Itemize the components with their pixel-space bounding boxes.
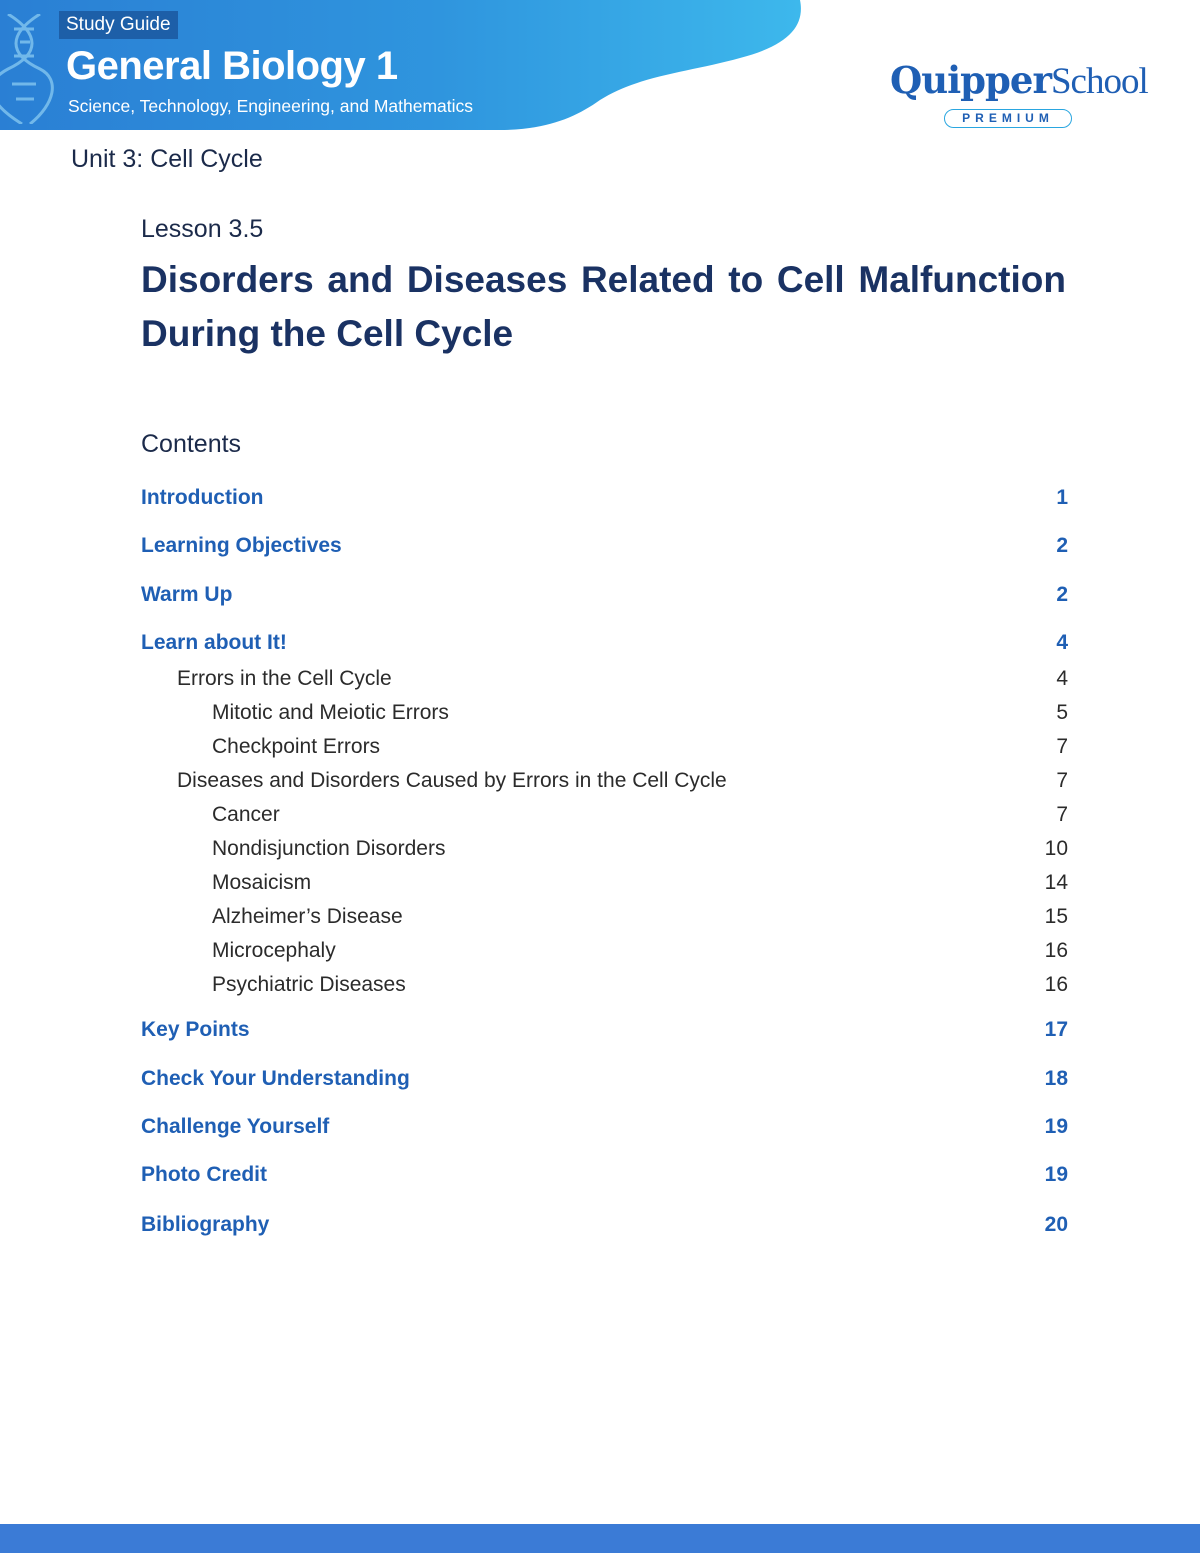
toc-entry-label: Alzheimer’s Disease: [212, 905, 403, 928]
course-title: General Biology 1: [66, 44, 398, 88]
toc-entry[interactable]: [141, 1115, 1068, 1139]
toc-entry-page: 4: [1056, 631, 1068, 654]
toc-entry[interactable]: [212, 871, 1068, 895]
footer-bar: [0, 1524, 1200, 1553]
toc-entry-page: 2: [1056, 583, 1068, 606]
toc-entry-label: Warm Up: [141, 583, 233, 606]
lesson-title-word: Cell: [776, 259, 845, 300]
toc-entry-page: 7: [1056, 803, 1068, 826]
toc-entry[interactable]: [141, 534, 1068, 558]
toc-entry[interactable]: [212, 735, 1068, 759]
contents-heading: Contents: [141, 430, 242, 458]
toc-entry[interactable]: [212, 803, 1068, 827]
toc-entry-label: Errors in the Cell Cycle: [177, 667, 392, 690]
toc-entry-label: Nondisjunction Disorders: [212, 837, 446, 860]
toc-entry-page: 16: [1044, 973, 1068, 996]
lesson-title-word: Related: [580, 259, 715, 300]
toc-entry-page: 15: [1044, 905, 1068, 928]
toc-entry[interactable]: [212, 905, 1068, 929]
toc-entry-page: 14: [1044, 871, 1068, 894]
course-subtitle: Science, Technology, Engineering, and Mathematics: [68, 96, 474, 116]
lesson-title-word: and: [327, 259, 394, 300]
toc-entry-label: Bibliography: [141, 1213, 270, 1236]
toc-entry-page: 5: [1056, 701, 1068, 724]
lesson-title: [141, 253, 1066, 361]
toc-entry-page: 2: [1056, 534, 1068, 557]
toc-entry-label: Photo Credit: [141, 1163, 267, 1186]
toc-entry-label: Psychiatric Diseases: [212, 973, 406, 996]
premium-badge: PREMIUM: [944, 109, 1072, 128]
toc-entry[interactable]: [141, 583, 1068, 607]
dna-icon: [0, 14, 60, 124]
toc-entry-page: 10: [1044, 837, 1068, 860]
lesson-title-line-1: [141, 253, 1066, 307]
toc-entry[interactable]: [212, 837, 1068, 861]
toc-entry-label: Microcephaly: [212, 939, 336, 962]
toc-entry[interactable]: [212, 939, 1068, 963]
toc-entry-label: Mitotic and Meiotic Errors: [212, 701, 449, 724]
toc-entry-label: Check Your Understanding: [141, 1067, 410, 1090]
lesson-title-word: Malfunction: [858, 259, 1066, 300]
toc-entry-page: 19: [1044, 1115, 1068, 1138]
toc-entry-page: 7: [1056, 735, 1068, 758]
toc-entry[interactable]: [177, 667, 1068, 691]
toc-entry-label: Learn about It!: [141, 631, 287, 654]
unit-title: Unit 3: Cell Cycle: [71, 145, 263, 173]
toc-entry-page: 19: [1044, 1163, 1068, 1186]
lesson-title-word: Disorders: [141, 259, 314, 300]
toc-entry-page: 20: [1044, 1213, 1068, 1236]
toc-entry[interactable]: [212, 973, 1068, 997]
toc-entry-page: 7: [1056, 769, 1068, 792]
logo-brand-secondary: School: [1050, 61, 1148, 102]
toc-entry[interactable]: [141, 486, 1068, 510]
toc-entry-page: 18: [1044, 1067, 1068, 1090]
toc-entry-page: 17: [1044, 1018, 1068, 1041]
toc-entry-label: Mosaicism: [212, 871, 312, 894]
toc-entry[interactable]: [177, 769, 1068, 793]
toc-entry-label: Cancer: [212, 803, 280, 826]
toc-entry-page: 16: [1044, 939, 1068, 962]
toc-entry-label: Challenge Yourself: [141, 1115, 330, 1138]
toc-entry-label: Checkpoint Errors: [212, 735, 381, 758]
toc-entry[interactable]: [141, 1163, 1068, 1187]
toc-entry-label: Key Points: [141, 1018, 250, 1041]
toc-entry[interactable]: [141, 631, 1068, 655]
toc-entry-label: Diseases and Disorders Caused by Errors in the Cell Cycle: [177, 769, 727, 792]
toc-entry-page: 4: [1056, 667, 1068, 690]
toc-entry-label: Introduction: [141, 486, 264, 509]
toc-entry[interactable]: [141, 1018, 1068, 1042]
lesson-label: Lesson 3.5: [141, 215, 264, 243]
toc-entry-label: Learning Objectives: [141, 534, 342, 557]
lesson-title-word: Diseases: [406, 259, 568, 300]
toc-entry[interactable]: [141, 1067, 1068, 1091]
quipper-school-logo: [890, 58, 1148, 134]
study-guide-badge: Study Guide: [59, 11, 178, 39]
lesson-title-line-2: During the Cell Cycle: [141, 313, 514, 354]
toc-entry[interactable]: [141, 1213, 1068, 1237]
logo-brand-primary: Quipper: [890, 58, 1051, 102]
toc-entry[interactable]: [212, 701, 1068, 725]
toc-entry-page: 1: [1056, 486, 1068, 509]
lesson-title-word: to: [728, 259, 764, 300]
